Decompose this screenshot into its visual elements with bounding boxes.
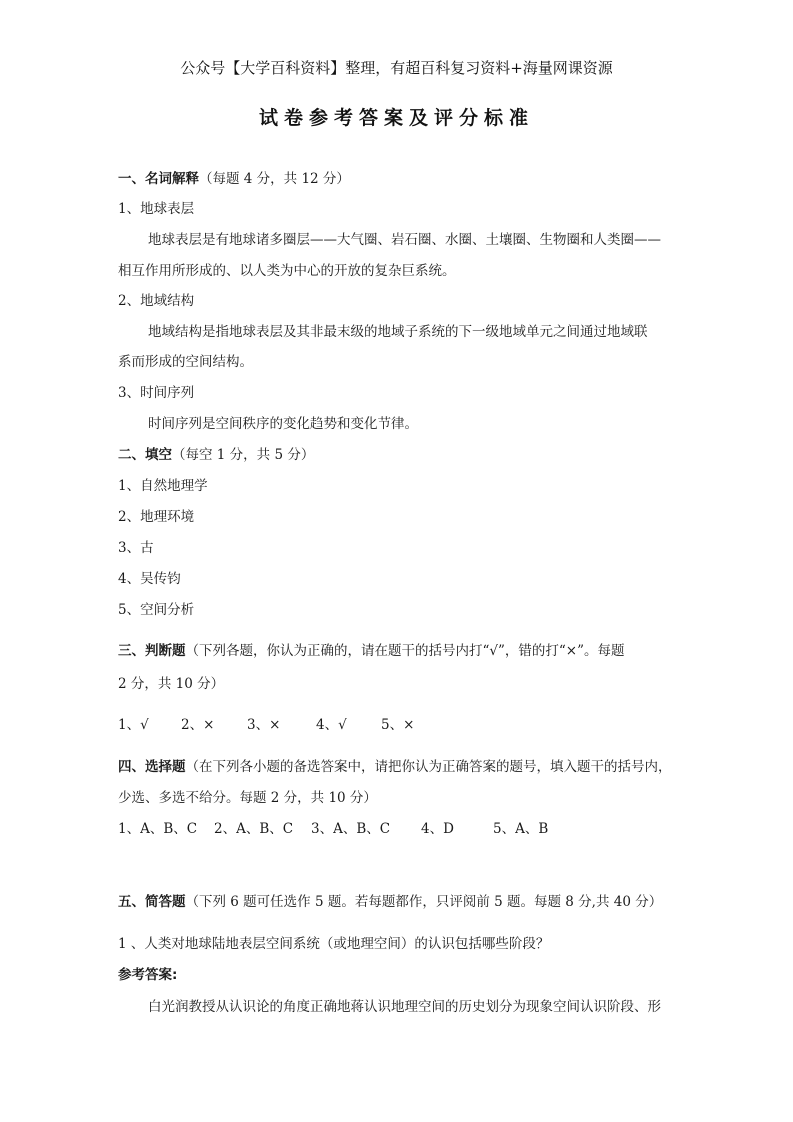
definition-3-line-1: 时间序列是空间秩序的变化趋势和变化节律。	[148, 416, 418, 432]
fill-answer-1: 1、自然地理学	[118, 478, 208, 494]
choice-answer-4: 4、D	[421, 821, 454, 837]
section-heading: 五、简答题	[118, 894, 186, 910]
judge-answer-2: 2、×	[181, 717, 215, 733]
choice-answer-1: 1、A、B、C	[118, 821, 198, 837]
fill-answer-5: 5、空间分析	[118, 602, 195, 618]
choice-answer-5: 5、A、B	[493, 821, 549, 837]
answer-1-line-1: 白光润教授从认识论的角度正确地蒋认识地理空间的历史划分为现象空间认识阶段、形	[148, 999, 661, 1015]
judge-answer-4: 4、√	[316, 717, 347, 733]
section-heading: 三、判断题	[118, 643, 186, 659]
section-heading: 二、填空	[118, 447, 172, 463]
section-5-heading	[118, 893, 662, 911]
answer-label: 参考答案:	[118, 967, 178, 983]
judge-answer-3: 3、×	[247, 717, 281, 733]
page-title: 试卷参考答案及评分标准	[258, 107, 534, 129]
judge-answer-5: 5、×	[381, 717, 415, 733]
section-3-heading	[118, 642, 625, 660]
section-note: （下列各题，你认为正确的，请在题干的括号内打“√”，错的打“×”。每题	[185, 643, 625, 659]
section-note: （每空 1 分，共 5 分）	[172, 447, 315, 463]
term-3: 3、时间序列	[118, 385, 195, 401]
term-2: 2、地域结构	[118, 293, 195, 309]
section-4-heading	[118, 758, 672, 776]
definition-1-line-2: 相互作用所形成的、以人类为中心的开放的复杂巨系统。	[118, 263, 456, 279]
section-heading: 一、名词解释	[118, 171, 199, 187]
choice-answer-2: 2、A、B、C	[214, 821, 294, 837]
term-1: 1、地球表层	[118, 201, 195, 217]
section-note: （下列 6 题可任选作 5 题。若每题都作，只评阅前 5 题。每题 8 分,共 40 分）	[185, 894, 663, 910]
judge-answer-1: 1、√	[118, 717, 149, 733]
section-2-heading	[118, 446, 314, 464]
section-1-heading	[118, 170, 350, 188]
definition-2-line-1: 地域结构是指地球表层及其非最末级的地域子系统的下一级地域单元之间通过地域联	[148, 324, 648, 340]
fill-answer-2: 2、地理环境	[118, 509, 195, 525]
fill-answer-3: 3、古	[118, 540, 154, 556]
section-3-note-line-2: 2 分，共 10 分）	[118, 676, 225, 692]
definition-1-line-1: 地球表层是有地球诸多圈层——大气圈、岩石圈、水圈、土壤圈、生物圈和人类圈——	[148, 232, 661, 248]
section-4-note-line-2: 少选、多选不给分。每题 2 分，共 10 分）	[118, 790, 377, 806]
header-note: 公众号【大学百科资料】整理，有超百科复习资料+海量网课资源	[180, 59, 613, 77]
section-note: （每题 4 分，共 12 分）	[199, 171, 350, 187]
section-note: （在下列各小题的备选答案中，请把你认为正确答案的题号，填入题干的括号内，	[185, 759, 672, 775]
definition-2-line-2: 系而形成的空间结构。	[118, 354, 253, 370]
fill-answer-4: 4、吴传钧	[118, 571, 181, 587]
question-1: 1 、人类对地球陆地表层空间系统（或地理空间）的认识包括哪些阶段？	[118, 936, 550, 952]
section-heading: 四、选择题	[118, 759, 186, 775]
choice-answer-3: 3、A、B、C	[311, 821, 391, 837]
